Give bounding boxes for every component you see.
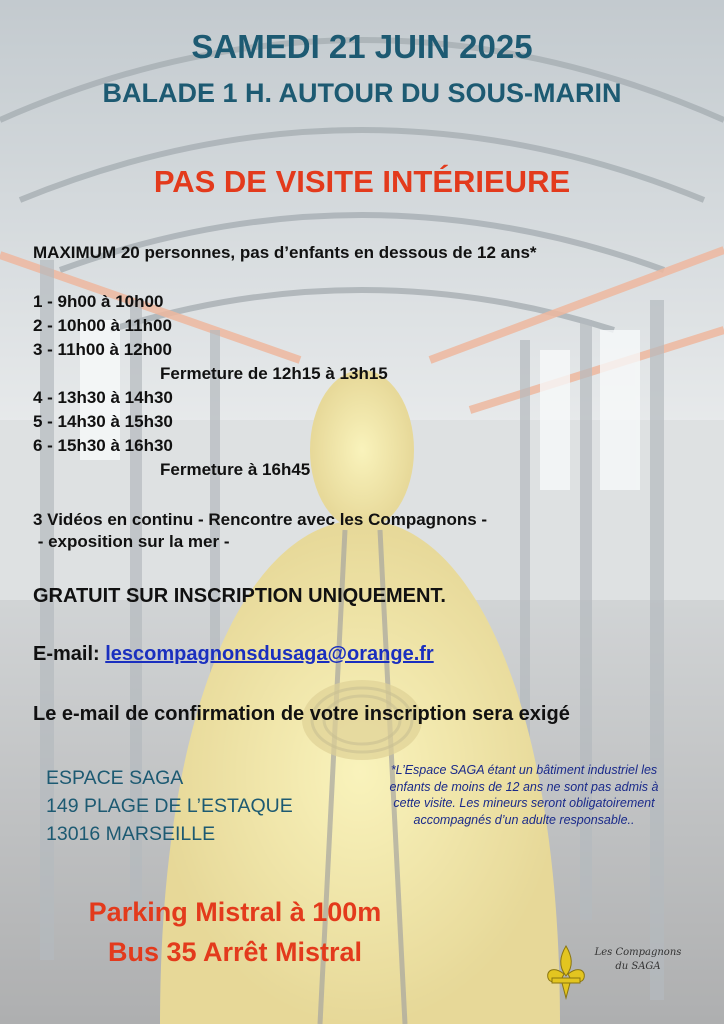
email-link[interactable]: lescompagnonsdusaga@orange.fr xyxy=(105,643,434,665)
time-slot-3: 3 - 11h00 à 12h00 xyxy=(33,340,172,359)
email-label: E-mail: xyxy=(33,643,106,665)
time-slot-1: 1 - 9h00 à 10h00 xyxy=(33,292,164,311)
footnote-block xyxy=(360,762,688,828)
address-block xyxy=(46,764,293,848)
bus-info: Bus 35 Arrêt Mistral xyxy=(107,937,363,967)
time-slot-4: 4 - 13h30 à 14h30 xyxy=(33,388,173,407)
midday-closure: Fermeture de 12h15 à 13h15 xyxy=(160,364,388,383)
time-slot-5: 5 - 14h30 à 15h30 xyxy=(33,412,173,431)
footnote-line-3: cette visite. Les mineurs seront obligatoirement xyxy=(393,796,655,810)
parking-info: Parking Mistral à 100m xyxy=(88,897,382,927)
address-line-3: 13016 MARSEILLE xyxy=(46,823,216,845)
activities-line-1: 3 Vidéos en continu - Rencontre avec les Compagnons - xyxy=(33,510,488,529)
event-date-title: SAMEDI 21 JUIN 2025 xyxy=(191,28,533,65)
footnote-line-4: accompagnés d’un adulte responsable.. xyxy=(413,812,635,827)
time-slot-2: 2 - 10h00 à 11h00 xyxy=(33,316,172,335)
address-line-2: 149 PLAGE DE L’ESTAQUE xyxy=(46,795,293,817)
logo-text xyxy=(588,946,688,974)
end-closure: Fermeture à 16h45 xyxy=(160,460,311,479)
email-line xyxy=(33,643,434,666)
address-line-1: ESPACE SAGA xyxy=(46,767,184,789)
fleur-de-lis-icon xyxy=(544,944,588,1000)
free-registration-notice: GRATUIT SUR INSCRIPTION UNIQUEMENT. xyxy=(33,585,446,607)
activities-line-2: - exposition sur la mer - xyxy=(33,532,230,551)
logo-line-2: du SAGA xyxy=(615,961,661,972)
time-slot-6: 6 - 15h30 à 16h30 xyxy=(33,436,173,455)
event-subtitle: BALADE 1 H. AUTOUR DU SOUS-MARIN xyxy=(102,78,622,108)
footnote-line-1: *L’Espace SAGA étant un bâtiment industriel les xyxy=(390,763,658,777)
confirmation-notice: Le e-mail de confirmation de votre inscription sera exigé xyxy=(33,703,570,725)
no-interior-visit-warning: PAS DE VISITE INTÉRIEURE xyxy=(153,164,571,199)
capacity-notice: MAXIMUM 20 personnes, pas d’enfants en dessous de 12 ans* xyxy=(33,243,537,262)
footnote-line-2: enfants de moins de 12 ans ne sont pas admis à xyxy=(389,779,659,794)
logo-line-1: Les Compagnons xyxy=(594,947,682,958)
